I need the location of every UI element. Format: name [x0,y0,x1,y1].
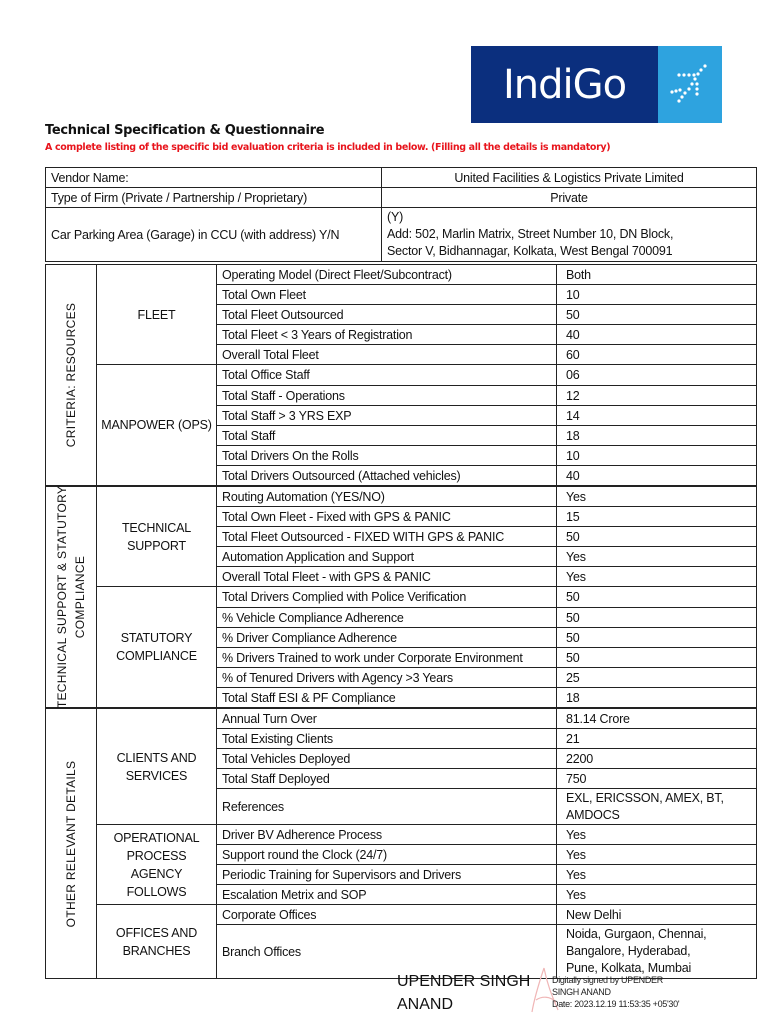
row-label: % Driver Compliance Adherence [217,628,557,648]
signature-name-line: UPENDER SINGH [397,973,531,990]
table-row [46,708,757,729]
row-label: Total Fleet Outsourced [217,305,557,325]
table-row [46,208,757,262]
row-value: 50 [557,587,757,608]
firm-type-label: Type of Firm (Private / Partnership / Proprietary) [46,188,382,208]
group-label: OFFICES AND [115,925,198,940]
category-label [53,486,89,708]
row-value [557,789,757,825]
group-fleet [97,265,217,365]
group-label: SUPPORT [127,538,186,553]
group-label: TECHNICAL [121,520,192,535]
category-label: CRITERIA: RESOURCES [64,302,78,448]
table-row [46,265,757,285]
row-label: Total Vehicles Deployed [217,749,557,769]
group-label: COMPLIANCE [116,649,197,663]
group-label: PROCESS AGENCY [126,848,187,881]
value-line: EXL, ERICSSON, AMEX, BT, [566,790,724,805]
group-label: FOLLOWS [126,884,187,899]
row-label: Total Fleet Outsourced - FIXED WITH GPS & PANIC [217,527,557,547]
row-label: References [217,789,557,825]
row-value: 25 [557,668,757,688]
row-label: Driver BV Adherence Process [217,825,557,845]
logo-wordmark [471,46,658,123]
category-other-details [46,708,97,979]
row-value: 50 [557,305,757,325]
group-technical-support [97,486,217,587]
indigo-logo [471,46,722,123]
parking-area-value [382,208,757,262]
group-operational-process [97,825,217,905]
table-row [46,365,757,386]
row-label: Routing Automation (YES/NO) [217,486,557,507]
signature-note-line: Digitally signed by UPENDER [552,975,663,985]
row-label: Automation Application and Support [217,547,557,567]
row-value: Both [557,265,757,285]
row-label: Total Staff > 3 YRS EXP [217,406,557,426]
row-label: Total Drivers On the Rolls [217,446,557,466]
group-manpower [97,365,217,487]
row-label: Total Drivers Outsourced (Attached vehicles) [217,466,557,487]
row-label: Corporate Offices [217,905,557,925]
address-line: Sector V, Bidhannagar, Kolkata, West Bengal 700091 [387,244,673,258]
table-row [46,587,757,608]
value-line: Noida, Gurgaon, Chennai, [566,927,707,941]
row-label: % Drivers Trained to work under Corporate Environment [217,648,557,668]
row-label: Total Existing Clients [217,729,557,749]
row-value: 10 [557,285,757,305]
category-label: OTHER RELEVANT DETAILS [64,760,78,927]
table-row [46,905,757,925]
category-label-line: COMPLIANCE [73,555,87,639]
address-line: Add: 502, Marlin Matrix, Street Number 10, DN Block, [387,227,674,241]
group-label: STATUTORY [120,631,193,645]
vendor-info-table [45,167,757,262]
group-label: OPERATIONAL [113,830,200,845]
row-label: Total Staff [217,426,557,446]
row-label: % of Tenured Drivers with Agency >3 Years [217,668,557,688]
row-value: 81.14 Crore [557,708,757,729]
row-value: Yes [557,486,757,507]
category-technical-statutory [46,486,97,708]
row-value: 750 [557,769,757,789]
table-row [46,486,757,507]
row-value: Yes [557,567,757,587]
mandatory-note: A complete listing of the specific bid evaluation criteria is included in below. (Filling all the details is mandatory) [45,142,611,153]
value-line: Bangalore, Hyderabad, [566,944,691,958]
row-label: Operating Model (Direct Fleet/Subcontract) [217,265,557,285]
row-label: Support round the Clock (24/7) [217,845,557,865]
row-label: Total Drivers Complied with Police Verification [217,587,557,608]
row-label: Overall Total Fleet [217,345,557,365]
group-offices-branches [97,905,217,979]
row-value: 40 [557,466,757,487]
signature-note-line: SINGH ANAND [552,987,611,997]
value-line: AMDOCS [566,807,620,822]
table-row [46,188,757,208]
group-label: SERVICES [125,768,188,783]
row-value: 18 [557,688,757,709]
row-label: Total Own Fleet [217,285,557,305]
row-label: Escalation Metrix and SOP [217,885,557,905]
row-value: 60 [557,345,757,365]
firm-type-value: Private [382,188,757,208]
group-label: FLEET [137,307,176,322]
row-value: Yes [557,885,757,905]
row-value: New Delhi [557,905,757,925]
row-label: Annual Turn Over [217,708,557,729]
row-label: Overall Total Fleet - with GPS & PANIC [217,567,557,587]
table-row [46,168,757,188]
row-label: Total Office Staff [217,365,557,386]
table-row [46,825,757,845]
criteria-table [45,264,757,979]
parking-area-label: Car Parking Area (Garage) in CCU (with address) Y/N [46,208,382,262]
row-value: 50 [557,608,757,628]
row-value: 50 [557,628,757,648]
group-clients-services [97,708,217,825]
signature-name-line: ANAND [397,996,454,1013]
row-value: 40 [557,325,757,345]
document-title: Technical Specification & Questionnaire [45,123,325,138]
group-statutory-compliance [97,587,217,709]
signature-date: Date: 2023.12.19 11:53:35 +05'30' [552,999,680,1009]
row-value: 50 [557,648,757,668]
row-value: 10 [557,446,757,466]
row-label: Total Own Fleet - Fixed with GPS & PANIC [217,507,557,527]
plane-dots-icon [658,46,722,123]
row-label: % Vehicle Compliance Adherence [217,608,557,628]
parking-yn: (Y) [387,210,404,224]
signature-name [397,970,530,1016]
digital-signature-note [552,974,679,1010]
row-value [557,925,757,979]
logo-text: IndiGo [502,61,627,108]
group-label: BRANCHES [122,943,191,958]
group-label: MANPOWER (OPS) [101,418,212,432]
row-value: Yes [557,865,757,885]
vendor-name-label: Vendor Name: [46,168,382,188]
row-value: Yes [557,547,757,567]
category-label-line: TECHNICAL SUPPORT & STATUTORY [55,485,69,709]
row-value: Yes [557,845,757,865]
row-value: 21 [557,729,757,749]
row-value: 12 [557,386,757,406]
row-label: Branch Offices [217,925,557,979]
vendor-name-value: United Facilities & Logistics Private Limited [382,168,757,188]
row-label: Periodic Training for Supervisors and Drivers [217,865,557,885]
group-label: CLIENTS AND [116,750,197,765]
category-resources [46,265,97,487]
row-label: Total Staff Deployed [217,769,557,789]
value-line: Pune, Kolkata, Mumbai [566,961,692,975]
row-value: 50 [557,527,757,547]
row-value: 06 [557,365,757,386]
row-value: 18 [557,426,757,446]
row-label: Total Fleet < 3 Years of Registration [217,325,557,345]
row-value: 15 [557,507,757,527]
row-label: Total Staff ESI & PF Compliance [217,688,557,709]
row-label: Total Staff - Operations [217,386,557,406]
row-value: 2200 [557,749,757,769]
row-value: Yes [557,825,757,845]
row-value: 14 [557,406,757,426]
